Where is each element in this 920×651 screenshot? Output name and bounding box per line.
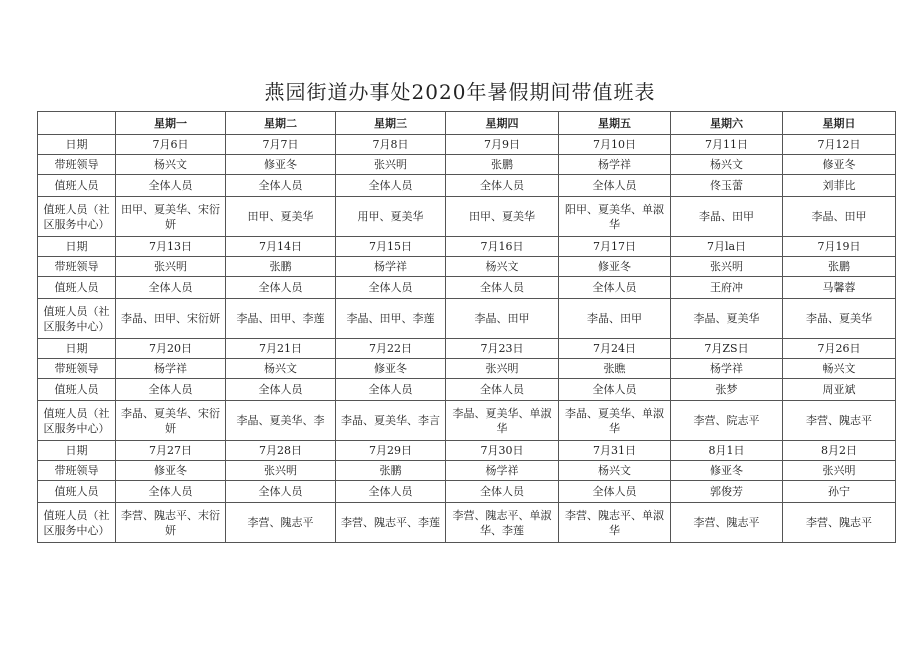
staff-cell: 全体人员 <box>559 277 671 299</box>
community-cell: 李营、院志平 <box>671 401 783 441</box>
leader-cell: 修亚冬 <box>783 155 896 175</box>
duty-roster-table <box>37 111 896 543</box>
leader-cell: 修亚冬 <box>559 257 671 277</box>
row-label: 日期 <box>38 339 116 359</box>
community-row <box>38 503 896 543</box>
staff-cell: 马馨蓉 <box>783 277 896 299</box>
staff-cell: 全体人员 <box>116 175 226 197</box>
community-cell: 用甲、夏美华 <box>336 197 446 237</box>
staff-cell: 全体人员 <box>446 277 559 299</box>
community-cell: 田甲、夏美华、宋衍妍 <box>116 197 226 237</box>
staff-cell: 全体人员 <box>226 277 336 299</box>
leader-cell: 杨学祥 <box>446 461 559 481</box>
community-cell: 李晶、田甲、李莲 <box>226 299 336 339</box>
community-row <box>38 401 896 441</box>
date-cell: 7月24日 <box>559 339 671 359</box>
community-cell: 田甲、夏美华 <box>446 197 559 237</box>
staff-cell: 全体人员 <box>226 379 336 401</box>
page-title: 燕园街道办事处2020年暑假期间带值班表 <box>264 80 656 104</box>
date-cell: 8月2日 <box>783 441 896 461</box>
date-cell: 7月9日 <box>446 135 559 155</box>
community-cell: 李晶、田甲 <box>783 197 896 237</box>
row-label: 带班领导 <box>38 359 116 379</box>
header-day-cell: 星期二 <box>226 112 336 135</box>
date-cell: 7月14日 <box>226 237 336 257</box>
community-cell: 李营、隗志平、单淑华 <box>559 503 671 543</box>
community-cell: 李营、隗志平 <box>671 503 783 543</box>
community-cell: 李营、隗志平、末衍妍 <box>116 503 226 543</box>
date-cell: 7月28日 <box>226 441 336 461</box>
community-row <box>38 299 896 339</box>
header-day-cell: 星期六 <box>671 112 783 135</box>
roster-body <box>38 135 896 543</box>
community-cell: 李晶、田甲、宋衍妍 <box>116 299 226 339</box>
community-cell: 李晶、田甲 <box>446 299 559 339</box>
leader-cell: 张鹏 <box>226 257 336 277</box>
leader-cell: 张兴明 <box>336 155 446 175</box>
row-label: 值班人员（社区服务中心） <box>38 503 116 543</box>
date-cell: 7月12日 <box>783 135 896 155</box>
staff-cell: 刘菲比 <box>783 175 896 197</box>
date-cell: 7月6日 <box>116 135 226 155</box>
staff-cell: 全体人员 <box>336 379 446 401</box>
leader-cell: 杨兴文 <box>559 461 671 481</box>
date-row <box>38 135 896 155</box>
leader-cell: 张鹏 <box>336 461 446 481</box>
community-cell: 李晶、夏美华、李言 <box>336 401 446 441</box>
date-cell: 7月la日 <box>671 237 783 257</box>
header-day-cell: 星期一 <box>116 112 226 135</box>
row-label: 值班人员（社区服务中心） <box>38 299 116 339</box>
staff-cell: 全体人员 <box>116 481 226 503</box>
leader-cell: 张兴明 <box>116 257 226 277</box>
leader-cell: 杨学祥 <box>116 359 226 379</box>
leader-cell: 张瞧 <box>559 359 671 379</box>
staff-cell: 全体人员 <box>116 379 226 401</box>
staff-cell: 全体人员 <box>559 175 671 197</box>
date-cell: 7月30日 <box>446 441 559 461</box>
header-row <box>38 112 896 135</box>
row-label: 值班人员 <box>38 379 116 401</box>
leader-row <box>38 359 896 379</box>
staff-cell: 全体人员 <box>559 379 671 401</box>
date-cell: 7月31日 <box>559 441 671 461</box>
leader-cell: 张鹏 <box>783 257 896 277</box>
date-cell: 7月13日 <box>116 237 226 257</box>
row-label: 值班人员 <box>38 277 116 299</box>
row-label: 日期 <box>38 237 116 257</box>
staff-cell: 周亚斌 <box>783 379 896 401</box>
date-cell: 7月21日 <box>226 339 336 359</box>
row-label: 值班人员 <box>38 175 116 197</box>
community-cell: 李营、隗志平 <box>783 503 896 543</box>
date-row <box>38 339 896 359</box>
staff-cell: 全体人员 <box>336 277 446 299</box>
date-cell: 7月15日 <box>336 237 446 257</box>
row-label: 日期 <box>38 441 116 461</box>
staff-cell: 全体人员 <box>336 175 446 197</box>
date-cell: 7月20日 <box>116 339 226 359</box>
leader-cell: 修亚冬 <box>671 461 783 481</box>
row-label: 日期 <box>38 135 116 155</box>
community-cell: 李晶、田甲 <box>671 197 783 237</box>
date-cell: 7月29日 <box>336 441 446 461</box>
community-cell: 李晶、夏美华 <box>671 299 783 339</box>
leader-cell: 杨兴文 <box>671 155 783 175</box>
leader-cell: 修亚冬 <box>336 359 446 379</box>
date-cell: 7月17日 <box>559 237 671 257</box>
staff-cell: 全体人员 <box>336 481 446 503</box>
staff-cell: 全体人员 <box>226 481 336 503</box>
row-label: 值班人员（社区服务中心） <box>38 197 116 237</box>
community-cell: 李营、隗志平 <box>226 503 336 543</box>
leader-cell: 杨学祥 <box>671 359 783 379</box>
date-cell: 7月11日 <box>671 135 783 155</box>
leader-row <box>38 155 896 175</box>
date-cell: 8月1日 <box>671 441 783 461</box>
date-cell: 7月19日 <box>783 237 896 257</box>
row-label: 值班人员 <box>38 481 116 503</box>
leader-cell: 畅兴文 <box>783 359 896 379</box>
community-cell: 李晶、夏美华、单淑华 <box>559 401 671 441</box>
date-cell: 7月10日 <box>559 135 671 155</box>
header-day-cell: 星期日 <box>783 112 896 135</box>
community-cell: 阳甲、夏美华、单淑华 <box>559 197 671 237</box>
date-cell: 7月27日 <box>116 441 226 461</box>
row-label: 带班领导 <box>38 155 116 175</box>
leader-cell: 杨兴文 <box>446 257 559 277</box>
row-label: 带班领导 <box>38 461 116 481</box>
staff-cell: 全体人员 <box>226 175 336 197</box>
date-cell: 7月22日 <box>336 339 446 359</box>
staff-row <box>38 175 896 197</box>
leader-cell: 修亚冬 <box>226 155 336 175</box>
leader-cell: 张鹏 <box>446 155 559 175</box>
community-row <box>38 197 896 237</box>
community-cell: 李晶、夏美华、宋衍妍 <box>116 401 226 441</box>
date-row <box>38 237 896 257</box>
staff-cell: 佟玉蕾 <box>671 175 783 197</box>
leader-row <box>38 461 896 481</box>
staff-cell: 全体人员 <box>446 379 559 401</box>
staff-cell: 孙宁 <box>783 481 896 503</box>
leader-cell: 张兴明 <box>783 461 896 481</box>
leader-cell: 杨学祥 <box>336 257 446 277</box>
leader-cell: 杨学祥 <box>559 155 671 175</box>
staff-row <box>38 379 896 401</box>
staff-row <box>38 277 896 299</box>
leader-cell: 修亚冬 <box>116 461 226 481</box>
community-cell: 田甲、夏美华 <box>226 197 336 237</box>
leader-cell: 杨兴文 <box>116 155 226 175</box>
community-cell: 李晶、田甲 <box>559 299 671 339</box>
community-cell: 李营、隗志平 <box>783 401 896 441</box>
staff-cell: 全体人员 <box>446 175 559 197</box>
date-cell: 7月26日 <box>783 339 896 359</box>
leader-cell: 张兴明 <box>671 257 783 277</box>
date-cell: 7月7日 <box>226 135 336 155</box>
date-cell: 7月16日 <box>446 237 559 257</box>
date-cell: 7月23日 <box>446 339 559 359</box>
staff-row <box>38 481 896 503</box>
leader-cell: 杨兴文 <box>226 359 336 379</box>
leader-cell: 张兴明 <box>446 359 559 379</box>
row-label: 值班人员（社区服务中心） <box>38 401 116 441</box>
staff-cell: 全体人员 <box>559 481 671 503</box>
staff-cell: 全体人员 <box>446 481 559 503</box>
community-cell: 李晶、田甲、李莲 <box>336 299 446 339</box>
community-cell: 李晶、夏美华、单淑华 <box>446 401 559 441</box>
community-cell: 李营、隗志平、李莲 <box>336 503 446 543</box>
date-row <box>38 441 896 461</box>
header-day-cell: 星期三 <box>336 112 446 135</box>
row-label: 带班领导 <box>38 257 116 277</box>
leader-cell: 张兴明 <box>226 461 336 481</box>
staff-cell: 张梦 <box>671 379 783 401</box>
header-day-cell: 星期五 <box>559 112 671 135</box>
staff-cell: 郭俊芳 <box>671 481 783 503</box>
staff-cell: 王府冲 <box>671 277 783 299</box>
community-cell: 李晶、夏美华、李 <box>226 401 336 441</box>
leader-row <box>38 257 896 277</box>
header-corner-cell <box>38 112 116 135</box>
date-cell: 7月8日 <box>336 135 446 155</box>
staff-cell: 全体人员 <box>116 277 226 299</box>
community-cell: 李晶、夏美华 <box>783 299 896 339</box>
header-day-cell: 星期四 <box>446 112 559 135</box>
date-cell: 7月ZS日 <box>671 339 783 359</box>
community-cell: 李营、隗志平、单淑华、李莲 <box>446 503 559 543</box>
